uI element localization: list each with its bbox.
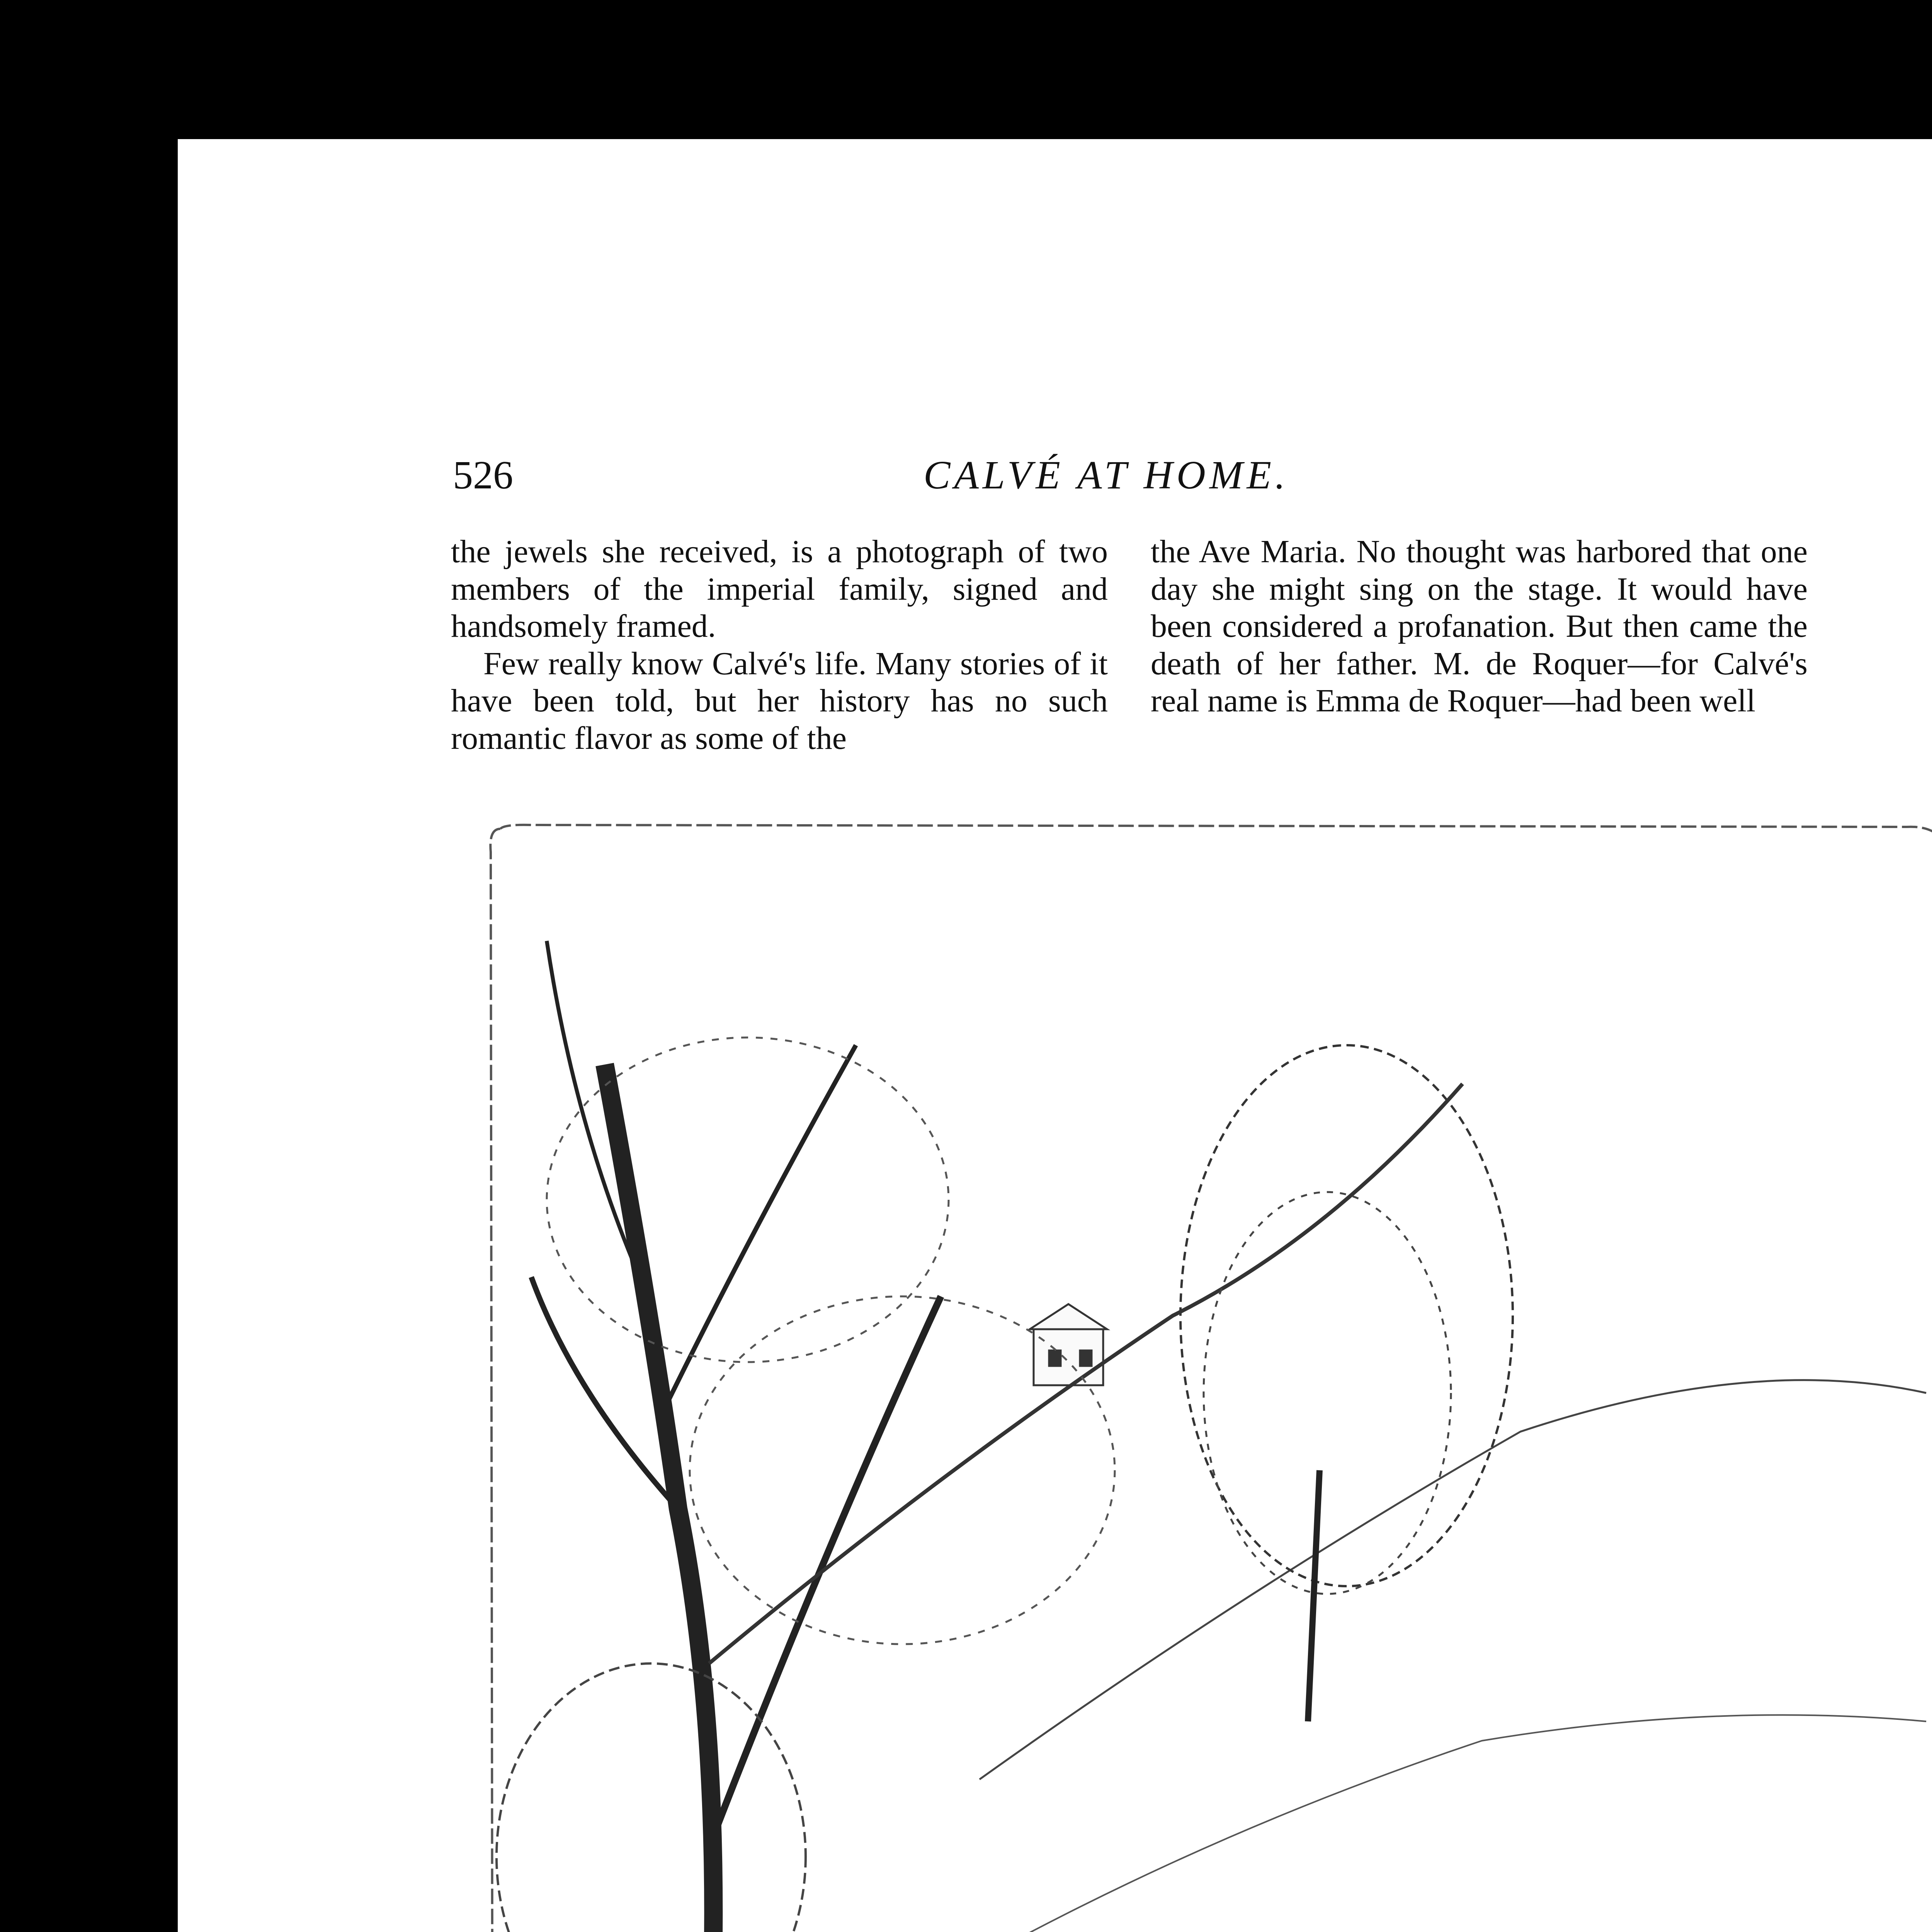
- distant-house: [1030, 1304, 1107, 1385]
- paragraph: the jewels she received, is a photograph of two members of the imperial family, signed and handsomely framed.: [451, 534, 1108, 644]
- page-number: 526: [453, 453, 513, 497]
- magazine-page: [178, 139, 1932, 1932]
- running-head: [178, 452, 1932, 506]
- paragraph: the Ave Maria. No thought was harbored that one day she might sing on the stage. It would have been considered a profanation. But then came the death of her father. M. de Roquer—for Calvé's real name is Emma de Roquer—had been well: [1151, 534, 1808, 719]
- paragraph: Few really know Calvé's life. Many stories of it have been told, but her history has no such romantic flavor as some of the: [451, 645, 1108, 756]
- text-column-top-left: [451, 533, 1108, 757]
- hillside-illustration: [477, 813, 1932, 1932]
- text-column-top-right: [1151, 533, 1808, 720]
- article-title: CALVÉ AT HOME.: [923, 453, 1289, 497]
